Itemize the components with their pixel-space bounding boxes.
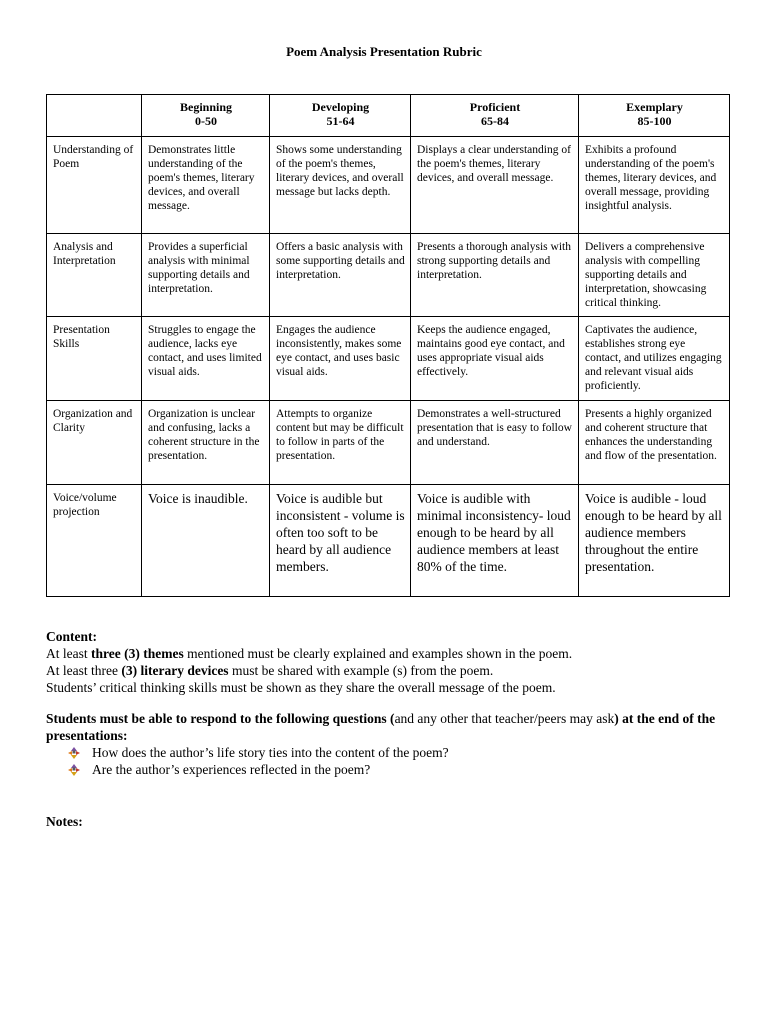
level-name: Beginning <box>179 100 233 114</box>
level-range: 85-100 <box>637 114 672 128</box>
content-section <box>46 628 736 778</box>
rubric-cell: Voice is audible - loud enough to be heard by all audience members throughout the entire presentation. <box>579 485 730 597</box>
criterion-cell: Presentation Skills <box>47 317 142 401</box>
list-item <box>68 761 736 778</box>
rubric-cell: Voice is audible with minimal inconsistency- loud enough to be heard by all audience members at least 80% of the time. <box>411 485 579 597</box>
text-span-bold: (3) literary devices <box>121 663 229 678</box>
level-range: 65-84 <box>481 114 509 128</box>
rubric-cell: Delivers a comprehensive analysis with compelling supporting details and interpretation, showcasing critical thinking. <box>579 234 730 317</box>
content-line <box>46 645 736 662</box>
table-row <box>47 317 730 401</box>
level-header <box>579 95 730 137</box>
question-text: Are the author’s experiences reflected in the poem? <box>92 762 371 777</box>
criterion-cell: Voice/volume projection <box>47 485 142 597</box>
page-title: Poem Analysis Presentation Rubric <box>286 44 482 59</box>
content-line: Students’ critical thinking skills must be shown as they share the overall message of the poem. <box>46 680 556 695</box>
question-text: How does the author’s life story ties into the content of the poem? <box>92 745 449 760</box>
table-row <box>47 401 730 485</box>
rubric-cell: Captivates the audience, establishes strong eye contact, and utilizes engaging and relevant visual aids proficiently. <box>579 317 730 401</box>
questions-intro <box>46 710 736 744</box>
table-row <box>47 234 730 317</box>
arrow-bullet-icon <box>68 764 80 776</box>
level-header <box>270 95 411 137</box>
rubric-cell: Keeps the audience engaged, maintains good eye contact, and uses appropriate visual aids effectively. <box>411 317 579 401</box>
rubric-cell: Offers a basic analysis with some supporting details and interpretation. <box>270 234 411 317</box>
questions-list <box>46 744 736 778</box>
rubric-cell: Attempts to organize content but may be difficult to follow in parts of the presentation. <box>270 401 411 485</box>
rubric-cell: Presents a highly organized and coherent structure that enhances the understanding and flow of the presentation. <box>579 401 730 485</box>
text-span: must be shared with example (s) from the poem. <box>228 663 494 678</box>
text-span-bold: Students must be able to respond to the following questions ( <box>46 711 395 726</box>
rubric-cell: Demonstrates a well-structured presentation that is easy to follow and understand. <box>411 401 579 485</box>
rubric-cell: Engages the audience inconsistently, makes some eye contact, and uses basic visual aids. <box>270 317 411 401</box>
table-row <box>47 485 730 597</box>
text-span-bold: ) at the end of the presentations: <box>46 711 716 743</box>
rubric-cell: Provides a superficial analysis with minimal supporting details and interpretation. <box>142 234 270 317</box>
arrow-bullet-icon <box>68 747 80 759</box>
corner-cell <box>47 95 142 137</box>
rubric-cell: Voice is inaudible. <box>142 485 270 597</box>
table-row <box>47 137 730 234</box>
rubric-cell: Displays a clear understanding of the poem's themes, literary devices, and overall message. <box>411 137 579 234</box>
text-span: and any other that teacher/peers may ask <box>394 711 615 726</box>
text-span: At least three <box>46 663 122 678</box>
rubric-cell: Shows some understanding of the poem's themes, literary devices, and overall message but lacks depth. <box>270 137 411 234</box>
text-span: At least <box>46 646 91 661</box>
list-item <box>68 744 736 761</box>
rubric-cell: Demonstrates little understanding of the poem's themes, literary devices, and overall message. <box>142 137 270 234</box>
rubric-table <box>46 94 730 597</box>
level-name: Proficient <box>469 100 521 114</box>
criterion-cell: Organization and Clarity <box>47 401 142 485</box>
criterion-cell: Understanding of Poem <box>47 137 142 234</box>
level-name: Exemplary <box>626 100 683 114</box>
rubric-cell: Organization is unclear and confusing, lacks a coherent structure in the presentation. <box>142 401 270 485</box>
content-heading: Content: <box>46 629 97 644</box>
notes-label: Notes: <box>46 814 83 829</box>
level-range: 0-50 <box>195 114 217 128</box>
rubric-cell: Presents a thorough analysis with strong supporting details and interpretation. <box>411 234 579 317</box>
level-name: Developing <box>311 100 370 114</box>
level-header <box>411 95 579 137</box>
criterion-cell: Analysis and Interpretation <box>47 234 142 317</box>
level-header <box>142 95 270 137</box>
rubric-cell: Struggles to engage the audience, lacks eye contact, and uses limited visual aids. <box>142 317 270 401</box>
rubric-cell: Exhibits a profound understanding of the poem's themes, literary devices, and overall message, providing insightful analysis. <box>579 137 730 234</box>
rubric-cell: Voice is audible but inconsistent - volume is often too soft to be heard by all audience members. <box>270 485 411 597</box>
content-line <box>46 662 736 679</box>
header-row <box>47 95 730 137</box>
level-range: 51-64 <box>326 114 355 128</box>
text-span: mentioned must be clearly explained and examples shown in the poem. <box>183 646 573 661</box>
text-span-bold: three (3) themes <box>91 646 184 661</box>
